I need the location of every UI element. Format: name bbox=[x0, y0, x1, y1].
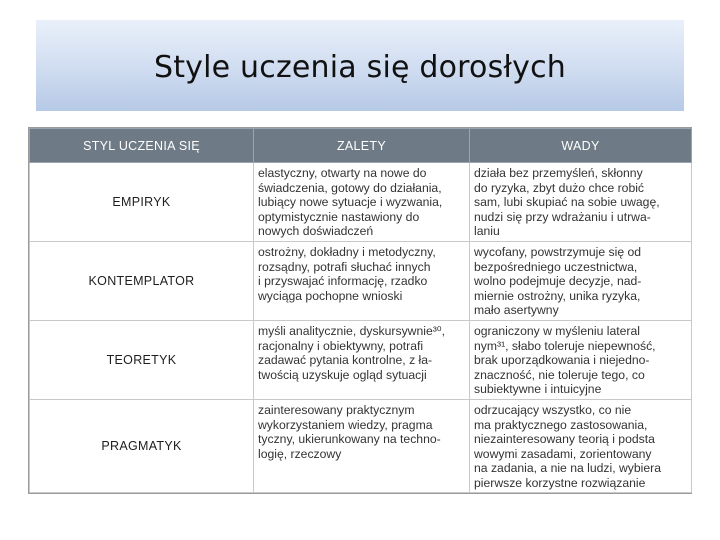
disadvantages-cell: działa bez przemyśleń, skłonny do ryzyka, zbyt dużo chce robić sam, lubi skupiać na sobie uwagę, nudzi się przy wdrażaniu i utrwa- laniu bbox=[470, 163, 692, 242]
advantages-cell: zainteresowany praktycznym wykorzystaniem wiedzy, pragma tyczny, ukierunkowany na techno- logię, rzeczowy bbox=[254, 399, 470, 493]
header-disadvantages: WADY bbox=[470, 129, 692, 163]
disadvantages-cell: wycofany, powstrzymuje się od bezpośredniego uczestnictwa, wolno podejmuje decyzje, nad- miernie ostrożny, unika ryzyka, mało asertywny bbox=[470, 241, 692, 320]
advantages-cell: ostrożny, dokładny i metodyczny, rozsądny, potrafi słuchać innych i przyswajać informację, rzadko wyciąga pochopne wnioski bbox=[254, 241, 470, 320]
style-name-cell: PRAGMATYK bbox=[30, 399, 254, 493]
disadvantages-cell: odrzucający wszystko, co nie ma praktycznego zastosowania, niezainteresowany teorią i podsta wowymi zasadami, zorientowany na zadania, a nie na ludzi, wybiera pierwsze korzystne rozwiązanie bbox=[470, 399, 692, 493]
style-name-cell: EMPIRYK bbox=[30, 163, 254, 242]
table-row bbox=[30, 399, 692, 493]
header-style: STYL UCZENIA SIĘ bbox=[30, 129, 254, 163]
disadvantages-cell: ograniczony w myśleniu lateral nym³¹, słabo toleruje niepewność, brak uporządkowania i niejedno- znaczność, nie toleruje tego, co subiektywne i intuicyjne bbox=[470, 320, 692, 399]
advantages-cell: myśli analitycznie, dyskursywnie³⁰, racjonalny i obiektywny, potrafi zadawać pytania kontrolne, z ła- twością uzyskuje ogląd sytuacji bbox=[254, 320, 470, 399]
slide-title: Style uczenia się dorosłych bbox=[153, 50, 567, 85]
table-row bbox=[30, 163, 692, 242]
table-row bbox=[30, 320, 692, 399]
table-header-row bbox=[30, 129, 692, 163]
advantages-cell: elastyczny, otwarty na nowe do świadczenia, gotowy do działania, lubiący nowe sytuacje i wyzwania, optymistycznie nastawiony do nowych doświadczeń bbox=[254, 163, 470, 242]
learning-styles-table bbox=[28, 127, 692, 494]
style-name-cell: TEORETYK bbox=[30, 320, 254, 399]
header-advantages: ZALETY bbox=[254, 129, 470, 163]
table bbox=[29, 128, 692, 493]
style-name-cell: KONTEMPLATOR bbox=[30, 241, 254, 320]
table-row bbox=[30, 241, 692, 320]
